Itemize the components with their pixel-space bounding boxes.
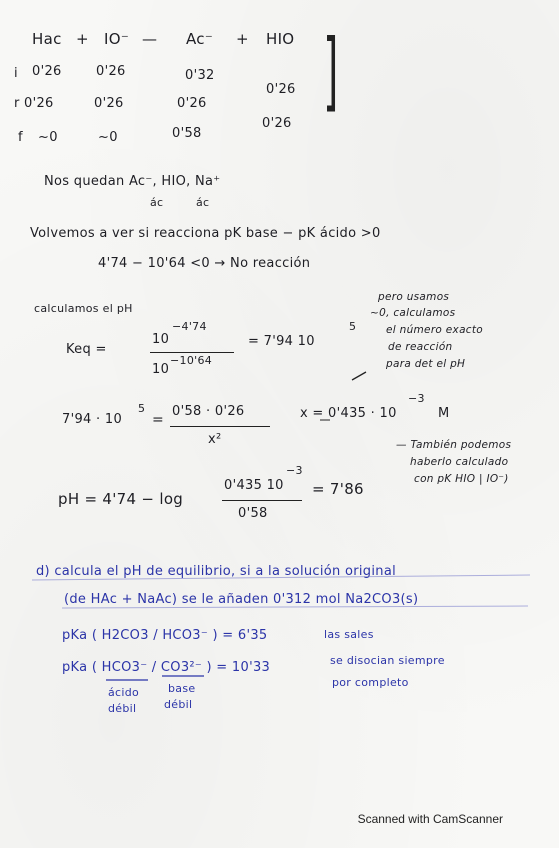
- check-line-2: 4'74 − 10'64 <0 → No reacción: [98, 256, 311, 271]
- species-sub-left: ác: [150, 196, 164, 209]
- table-header-plus1: +: [76, 30, 89, 48]
- pka-1: pKa ( H2CO3 / HCO3⁻ ) = 6'35: [62, 628, 268, 643]
- under-base-1: base: [168, 682, 196, 695]
- cell-i-io: 0'26: [96, 64, 126, 79]
- side-note-1-line-1: pero usamos: [378, 291, 450, 303]
- table-bracket: ]: [323, 21, 339, 121]
- ph-heading: calculamos el pH: [34, 302, 133, 315]
- camscanner-watermark: Scanned with CamScanner: [357, 812, 503, 826]
- eq2-result-exp: −3: [408, 392, 425, 405]
- side-note-2-line-2: haberlo calculado: [410, 456, 509, 468]
- side-note-1-line-4: de reacción: [388, 341, 453, 353]
- cell-r-hio: 0'26: [266, 82, 296, 97]
- row-label-r: r: [14, 96, 20, 111]
- table-header-hio: HIO: [266, 30, 295, 48]
- ph-line-left: pH = 4'74 − log: [58, 490, 184, 508]
- species-sub-right: ác: [196, 196, 210, 209]
- eq2-den: x²: [208, 432, 222, 447]
- cell-r-io: 0'26: [94, 96, 124, 111]
- cell-i-hac: 0'26: [32, 64, 62, 79]
- highlight-underline-1: [32, 575, 530, 580]
- under-base-2: débil: [164, 698, 193, 711]
- keq-result: = 7'94 10: [248, 334, 315, 349]
- part-d-line-1: d) calcula el pH de equilibrio, si a la solución original: [36, 564, 396, 579]
- ph-den: 0'58: [238, 506, 268, 521]
- keq-den: 10: [152, 362, 170, 377]
- eq2-equals: =: [152, 412, 165, 428]
- under-acid-2: débil: [108, 702, 137, 715]
- salts-note-2: se disocian siempre: [330, 654, 445, 667]
- pka-2: pKa ( HCO3⁻ / CO3²⁻ ) = 10'33: [62, 660, 271, 675]
- keq-den-exp: −10'64: [170, 354, 213, 367]
- check-line-1: Volvemos a ver si reacciona pK base − pK ácido >0: [30, 226, 381, 241]
- keq-label: Keq =: [66, 342, 107, 357]
- ph-result: = 7'86: [312, 480, 364, 498]
- side-note-1-line-3: el número exacto: [386, 324, 484, 336]
- arrow-stroke: [352, 372, 366, 380]
- side-note-2-line-1: — También podemos: [396, 439, 512, 451]
- under-acid-1: ácido: [108, 686, 140, 699]
- table-header-io: IO⁻: [104, 30, 130, 48]
- row-label-f: f: [18, 130, 23, 145]
- table-header-plus2: +: [236, 30, 249, 48]
- side-note-2-line-3: con pK HIO | IO⁻): [414, 473, 509, 485]
- cell-f-ac: 0'58: [172, 126, 202, 141]
- keq-result-exp: 5: [349, 320, 357, 333]
- row-label-i: i: [14, 66, 18, 81]
- table-header-arrow: —: [142, 30, 158, 48]
- table-header-hac: Hac: [32, 30, 62, 48]
- eq2-unit: M: [438, 406, 450, 421]
- side-note-1-line-2: ~0, calculamos: [370, 307, 456, 319]
- part-d-line-2: (de HAc + NaAc) se le añaden 0'312 mol Na2CO3(s): [64, 592, 419, 607]
- cell-f-io: ~0: [98, 130, 118, 145]
- eq2-left-exp: 5: [138, 402, 146, 415]
- salts-note-3: por completo: [332, 676, 409, 689]
- side-note-1-line-5: para det el pH: [386, 358, 466, 370]
- cell-f-hac: ~0: [38, 130, 58, 145]
- cell-i-ac: 0'32: [185, 68, 215, 83]
- cell-r-ac: 0'26: [177, 96, 207, 111]
- highlight-underline-2: [62, 606, 528, 608]
- eq2-num: 0'58 · 0'26: [172, 404, 245, 419]
- ph-num-exp: −3: [286, 464, 303, 477]
- table-header-ac: Ac⁻: [186, 30, 214, 48]
- cell-f-hio: 0'26: [262, 116, 292, 131]
- keq-num-exp: −4'74: [172, 320, 207, 333]
- salts-note-1: las sales: [324, 628, 374, 641]
- eq2-result: x = 0'435 · 10: [300, 406, 397, 421]
- keq-num: 10: [152, 332, 170, 347]
- species-text: Nos quedan Ac⁻, HIO, Na⁺: [44, 174, 221, 189]
- cell-r-hac: 0'26: [24, 96, 54, 111]
- eq2-left: 7'94 · 10: [62, 412, 123, 427]
- ph-num: 0'435 10: [224, 478, 284, 493]
